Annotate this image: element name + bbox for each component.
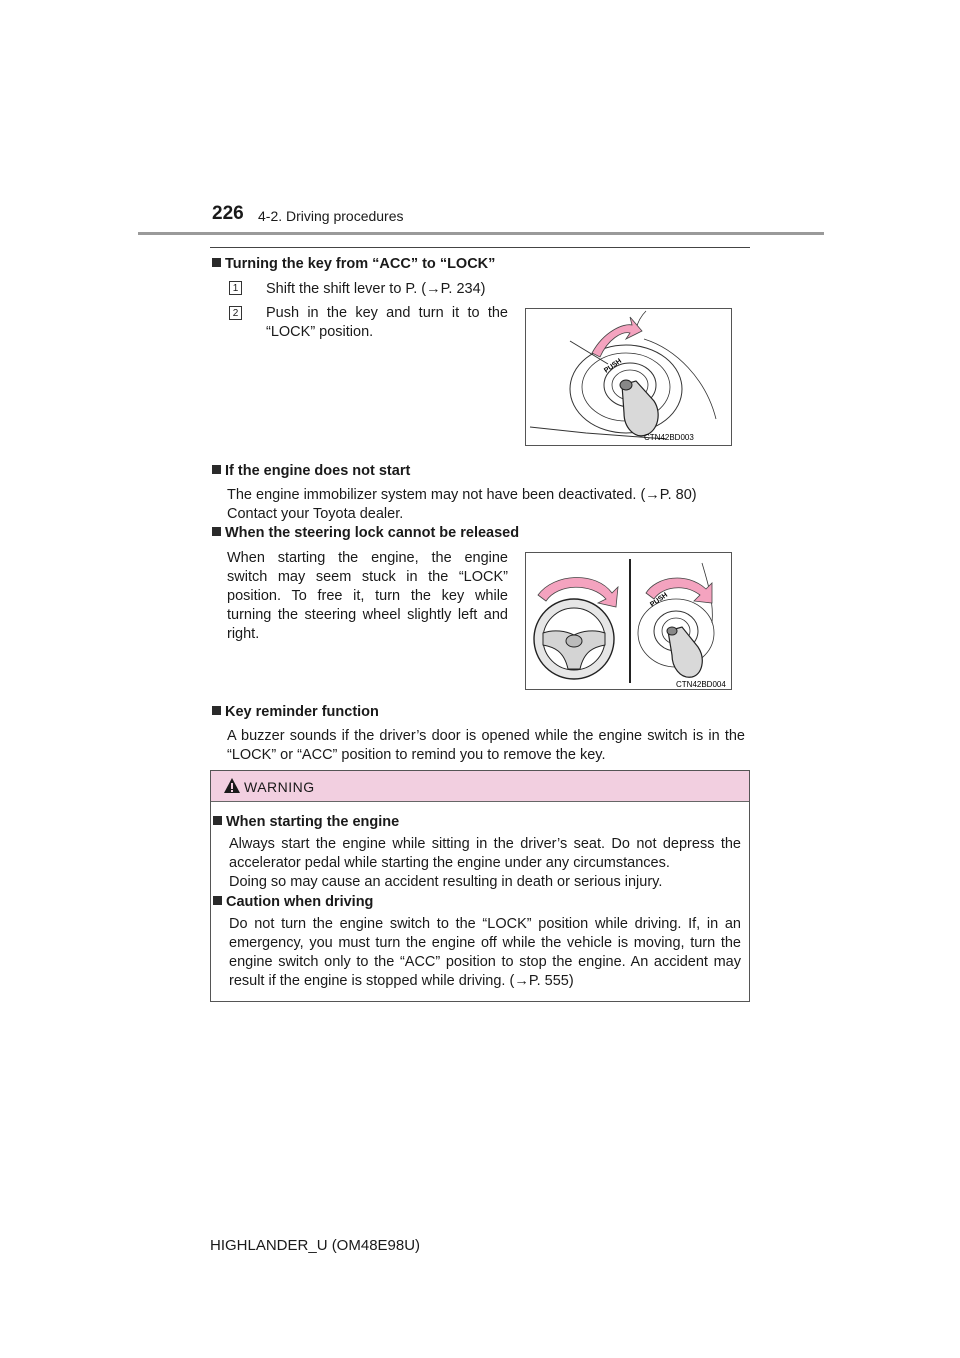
heading-square-icon — [212, 465, 221, 474]
engine-not-start-text-2: Contact your Toyota dealer. — [227, 506, 404, 522]
section-heading-key-reminder: Key reminder function — [212, 704, 379, 720]
steering-wheel-and-key-illustration — [526, 553, 731, 689]
heading-square-icon — [212, 258, 221, 267]
warning-heading-starting-engine: When starting the engine — [213, 814, 399, 830]
section-title: 4-2. Driving procedures — [258, 208, 404, 224]
step-1-text: Shift the shift lever to P. (→P. 234) — [266, 281, 486, 297]
warning-triangle-icon — [223, 777, 241, 794]
warning-heading-caution-driving: Caution when driving — [213, 894, 373, 910]
page-number: 226 — [212, 203, 244, 224]
step-2-text: Push in the key and turn it to the “LOCK” position. — [266, 305, 508, 340]
warning-box — [210, 770, 750, 1002]
push-label: PUSH — [649, 591, 670, 609]
engine-not-start-text-1: The engine immobilizer system may not have been deactivated. (→P. 80) — [227, 487, 697, 503]
step-number-1: 1 — [229, 281, 242, 295]
step-number-2: 2 — [229, 306, 242, 320]
key-lock-figure — [525, 308, 732, 446]
warning-header-bar — [211, 771, 749, 802]
push-label: PUSH — [603, 357, 624, 375]
ignition-key-illustration — [526, 309, 731, 445]
heading-square-icon — [212, 527, 221, 536]
section-heading-steering-lock: When the steering lock cannot be released — [212, 525, 519, 541]
warning-caution-driving-text: Do not turn the engine switch to the “LOCK” position while driving. If, in an emergency, you must turn the engine off while the vehicle is moving, turn the engine switch only to the “ACC” position to stop the engine. An accident may result if the engine is stopped while driving. (→P. 555) — [229, 916, 741, 989]
steering-lock-figure — [525, 552, 732, 690]
steering-lock-text: When starting the engine, the engine switch may seem stuck in the “LOCK” position. To free it, turn the key while turning the steering wheel slightly left and right. — [227, 550, 508, 642]
heading-square-icon — [213, 896, 222, 905]
section-heading-acc-to-lock: Turning the key from “ACC” to “LOCK” — [212, 256, 495, 272]
heading-square-icon — [213, 816, 222, 825]
figure-code-1: CTN42BD003 — [644, 433, 694, 442]
key-reminder-text: A buzzer sounds if the driver’s door is opened while the engine switch is in the “LOCK” or “ACC” position to remind you to remove the key. — [227, 728, 745, 763]
section-rule — [210, 247, 750, 248]
footer-model: HIGHLANDER_U (OM48E98U) — [210, 1237, 421, 1254]
warning-starting-engine-text-2: Doing so may cause an accident resulting in death or serious injury. — [229, 874, 663, 890]
heading-square-icon — [212, 706, 221, 715]
section-heading-engine-not-start: If the engine does not start — [212, 463, 410, 479]
warning-title: WARNING — [244, 779, 315, 795]
header-rule — [138, 232, 824, 235]
figure-code-2: CTN42BD004 — [676, 680, 726, 689]
warning-starting-engine-text-1: Always start the engine while sitting in the driver’s seat. Do not depress the accelerator pedal while starting the engine under any circumstances. — [229, 836, 741, 871]
